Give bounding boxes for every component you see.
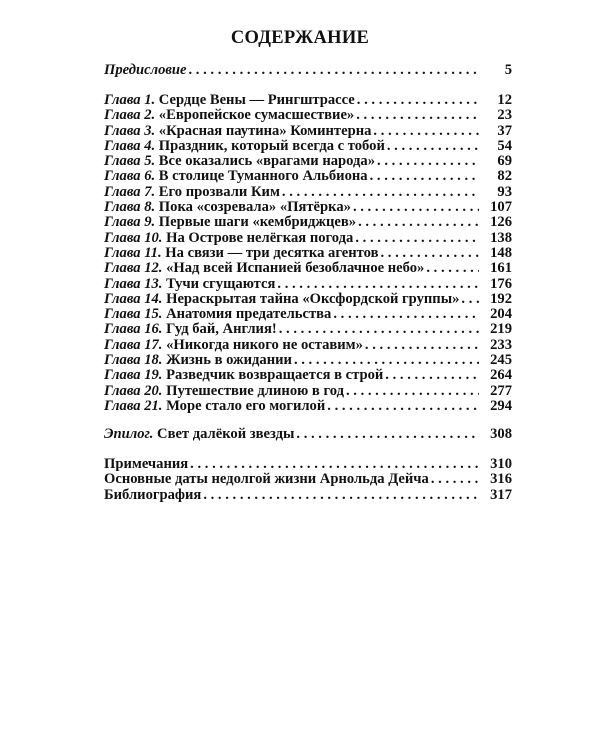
page-number: 204 xyxy=(490,306,512,323)
page-number: 107 xyxy=(490,199,512,216)
toc-entry-chapter xyxy=(104,231,512,246)
appendix-title: Библиография xyxy=(104,486,202,503)
chapter-title: Нераскрытая тайна «Оксфордской группы» xyxy=(166,290,460,307)
page-number: 277 xyxy=(490,382,512,399)
toc-entry-chapter xyxy=(104,246,512,261)
page-number: 37 xyxy=(497,122,512,139)
chapter-prefix: Глава 13. xyxy=(104,275,163,292)
chapter-title: В столице Туманного Альбиона xyxy=(158,168,368,185)
toc-entry-chapter xyxy=(104,108,512,123)
page-number: 69 xyxy=(497,153,512,170)
toc-entry-chapter xyxy=(104,261,512,276)
page-number: 126 xyxy=(490,214,512,231)
dot-leader xyxy=(373,124,479,139)
chapter-prefix: Глава 4. xyxy=(104,137,156,154)
chapter-prefix: Глава 6. xyxy=(104,168,156,185)
page-number: 264 xyxy=(490,367,512,384)
page-number: 308 xyxy=(490,426,512,442)
chapter-prefix: Глава 20. xyxy=(104,382,163,399)
toc-preface-section xyxy=(104,63,512,78)
page-number: 93 xyxy=(497,183,512,200)
toc-appendix-section xyxy=(104,457,512,503)
chapter-prefix: Глава 18. xyxy=(104,352,163,369)
chapter-prefix: Глава 7. xyxy=(104,183,156,200)
chapter-title: Его прозвали Ким xyxy=(158,183,280,200)
toc-entry-chapter xyxy=(104,124,512,139)
appendix-title: Примечания xyxy=(104,456,189,472)
appendix-title: Основные даты недолгой жизни Арнольда Дейча xyxy=(104,471,429,488)
page-number: 5 xyxy=(504,62,512,78)
dot-leader xyxy=(358,215,479,230)
toc-entry-chapter xyxy=(104,399,512,414)
chapter-title: Первые шаги «кембриджцев» xyxy=(158,214,357,231)
chapter-prefix: Глава 15. xyxy=(104,306,163,323)
dot-leader xyxy=(189,63,480,78)
dot-leader xyxy=(346,384,479,399)
dot-leader xyxy=(277,277,479,292)
chapter-title: На Острове нелёгкая погода xyxy=(166,229,354,246)
chapter-title: Путешествие длиною в год xyxy=(166,382,344,399)
toc-entry-chapter xyxy=(104,322,512,337)
dot-leader xyxy=(279,322,479,337)
chapter-title: Сердце Вены — Рингштрассе xyxy=(158,92,355,108)
page-number: 245 xyxy=(490,352,512,369)
chapter-prefix: Глава 21. xyxy=(104,397,163,414)
toc-entry-chapter xyxy=(104,338,512,353)
chapter-prefix: Глава 12. xyxy=(104,260,163,277)
preface-label: Предисловие xyxy=(104,62,187,78)
chapter-title: Море стало его могилой xyxy=(166,397,326,414)
toc-chapters-section xyxy=(104,93,512,414)
dot-leader xyxy=(190,457,479,472)
toc-entry-chapter xyxy=(104,384,512,399)
page-number: 54 xyxy=(497,137,512,154)
chapter-title: На связи — три десятка агентов xyxy=(165,244,379,261)
page-number: 138 xyxy=(490,229,512,246)
chapter-title: «Никогда никого не оставим» xyxy=(166,336,363,353)
page-number: 317 xyxy=(490,486,512,503)
dot-leader xyxy=(282,185,479,200)
dot-leader xyxy=(370,169,479,184)
dot-leader xyxy=(365,338,479,353)
chapter-prefix: Глава 11. xyxy=(104,244,162,261)
chapter-prefix: Глава 1. xyxy=(104,92,156,108)
page-number: 316 xyxy=(490,471,512,488)
toc-entry-chapter xyxy=(104,185,512,200)
toc-entry-chapter xyxy=(104,139,512,154)
chapter-prefix: Глава 16. xyxy=(104,321,163,338)
dot-leader xyxy=(353,200,479,215)
page-number: 148 xyxy=(490,244,512,261)
page-title: СОДЕРЖАНИЕ xyxy=(230,28,370,48)
dot-leader xyxy=(203,488,479,503)
dot-leader xyxy=(296,427,479,442)
toc-entry-appendix xyxy=(104,457,512,472)
page-number: 176 xyxy=(490,275,512,292)
chapter-title: Гуд бай, Англия! xyxy=(166,321,277,338)
chapter-title: «Красная паутина» Коминтерна xyxy=(158,122,372,139)
dot-leader xyxy=(377,154,479,169)
chapter-prefix: Глава 5. xyxy=(104,153,156,170)
chapter-prefix: Глава 9. xyxy=(104,214,156,231)
chapter-title: Разведчик возвращается в строй xyxy=(166,367,384,384)
chapter-title: Все оказались «врагами народа» xyxy=(158,153,376,170)
dot-leader xyxy=(333,307,479,322)
epilogue-prefix: Эпилог. xyxy=(104,426,154,442)
dot-leader xyxy=(385,368,479,383)
toc-entry-chapter xyxy=(104,93,512,108)
toc-entry-chapter xyxy=(104,169,512,184)
chapter-prefix: Глава 3. xyxy=(104,122,156,139)
epilogue-title: Свет далёкой звезды xyxy=(157,426,295,442)
page-number: 23 xyxy=(497,107,512,124)
dot-leader xyxy=(431,472,479,487)
chapter-title: Жизнь в ожидании xyxy=(166,352,292,369)
toc-entry-chapter xyxy=(104,353,512,368)
dot-leader xyxy=(327,399,479,414)
dot-leader xyxy=(294,353,479,368)
toc-entry-chapter xyxy=(104,200,512,215)
toc-entry-appendix xyxy=(104,472,512,487)
page-number: 294 xyxy=(490,397,512,414)
dot-leader xyxy=(387,139,479,154)
dot-leader xyxy=(355,231,479,246)
chapter-prefix: Глава 19. xyxy=(104,367,163,384)
chapter-prefix: Глава 14. xyxy=(104,290,163,307)
dot-leader xyxy=(357,93,479,108)
dot-leader xyxy=(356,108,479,123)
toc-entry-chapter xyxy=(104,154,512,169)
chapter-title: Пока «созревала» «Пятёрка» xyxy=(158,199,351,216)
toc-entry-chapter xyxy=(104,307,512,322)
toc-entry-chapter xyxy=(104,277,512,292)
chapter-title: «Над всей Испанией безоблачное небо» xyxy=(166,260,425,277)
page-number: 161 xyxy=(490,260,512,277)
chapter-title: Тучи сгущаются xyxy=(166,275,276,292)
toc-entry-appendix xyxy=(104,488,512,503)
chapter-title: Анатомия предательства xyxy=(166,306,332,323)
toc-entry-chapter xyxy=(104,215,512,230)
dot-leader xyxy=(461,292,479,307)
page-number: 233 xyxy=(490,336,512,353)
chapter-prefix: Глава 2. xyxy=(104,107,156,124)
page-number: 310 xyxy=(490,456,512,472)
page-number: 219 xyxy=(490,321,512,338)
chapter-prefix: Глава 17. xyxy=(104,336,163,353)
dot-leader xyxy=(380,246,479,261)
chapter-title: Праздник, который всегда с тобой xyxy=(158,137,385,154)
page-number: 82 xyxy=(497,168,512,185)
page-number: 12 xyxy=(497,92,512,108)
dot-leader xyxy=(426,261,479,276)
toc-epilogue-section xyxy=(104,427,512,442)
toc-entry-chapter xyxy=(104,292,512,307)
toc-entry-chapter xyxy=(104,368,512,383)
chapter-prefix: Глава 10. xyxy=(104,229,163,246)
chapter-title: «Европейское сумасшествие» xyxy=(158,107,355,124)
toc-entry-epilogue xyxy=(104,427,512,442)
page-number: 192 xyxy=(490,290,512,307)
chapter-prefix: Глава 8. xyxy=(104,199,156,216)
toc-entry-preface xyxy=(104,63,512,78)
